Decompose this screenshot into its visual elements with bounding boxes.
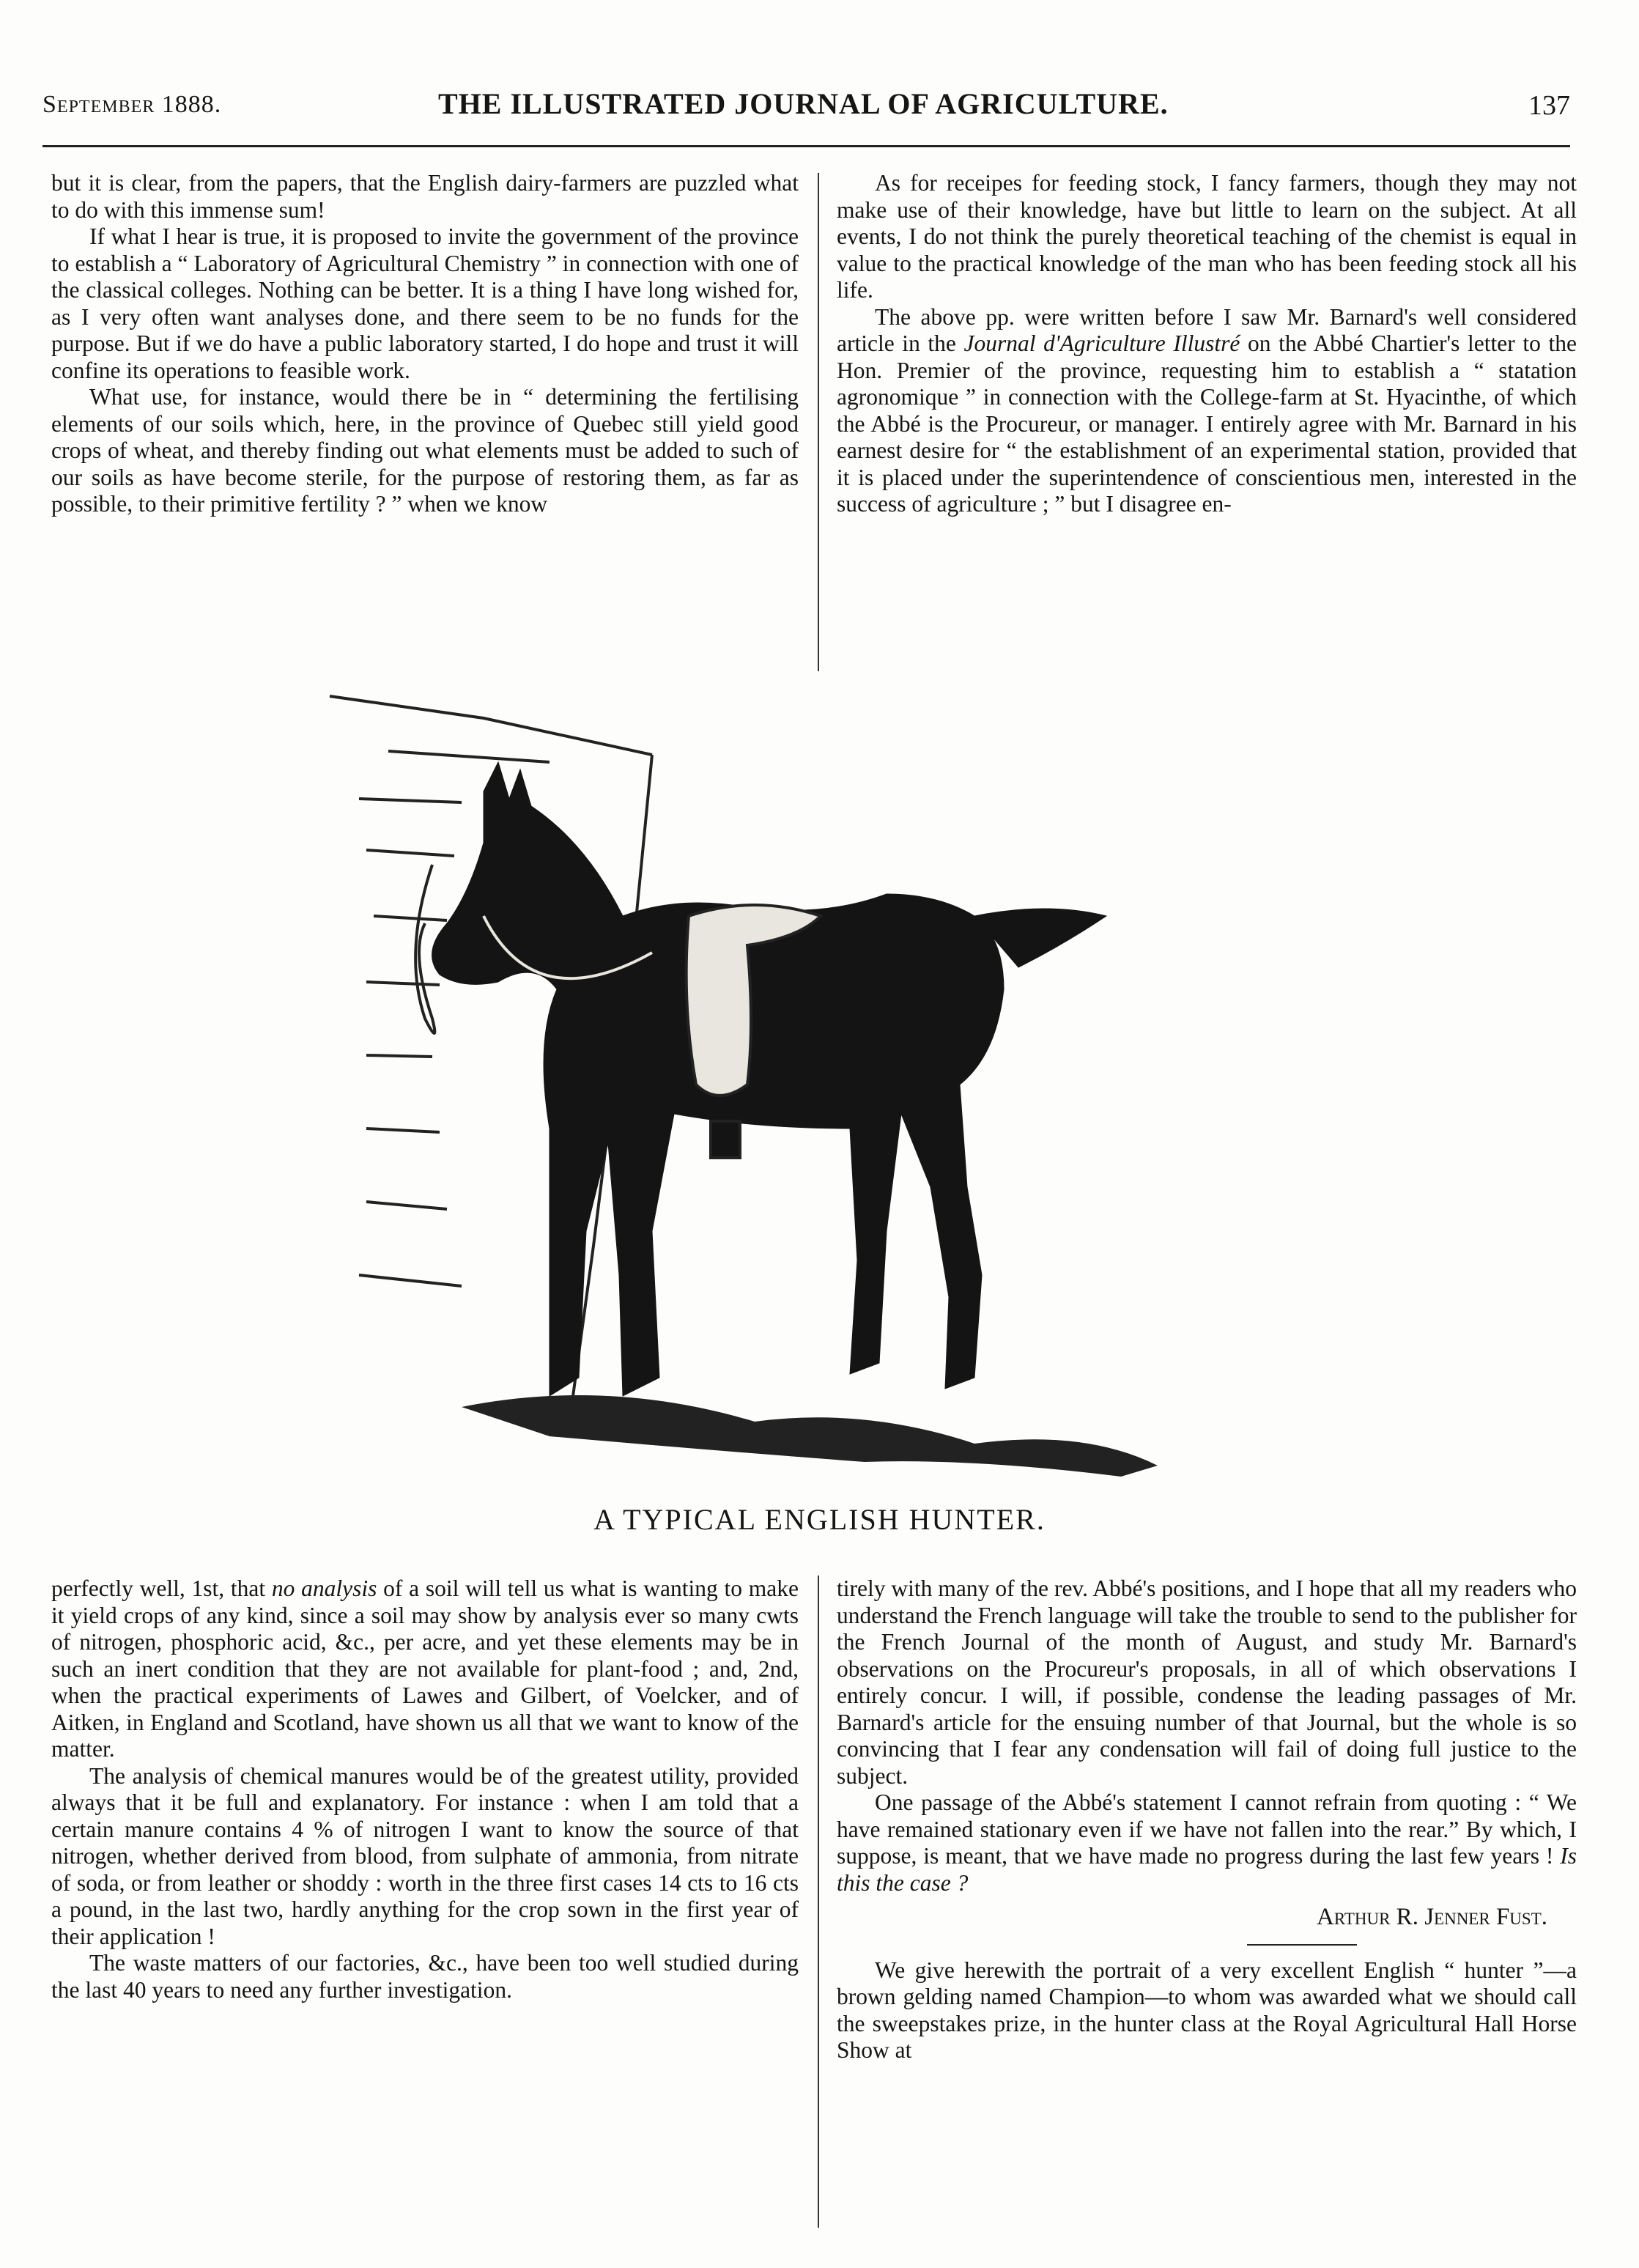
column-top-right	[837, 170, 1577, 518]
column-divider-bottom	[818, 1576, 819, 2228]
paragraph: If what I hear is true, it is proposed to invite the government of the province to establish a “ Laboratory of Agricultural Chemistry ” in connection with one of the classical colleges. Nothing can be better. It is a thing I have long wished for, as I very often want analyses done, and there seem to be no funds for the purpose. But if we do have a public laboratory started, I do hope and trust it will confine its operations to feasible work.	[51, 224, 799, 383]
emphasis: no analysis	[271, 1576, 377, 1601]
journal-title: THE ILLUSTRATED JOURNAL OF AGRICULTURE.	[438, 87, 1169, 120]
paragraph: tirely with many of the rev. Abbé's positions, and I hope that all my readers who understand the French language will take the trouble to send to the publisher for the French Journal of the month of August, and study Mr. Barnard's observations on the Procureur's proposals, in all of which observations I entirely concur. I will, if possible, condense the leading passages of Mr. Barnard's article for the ensuing number of that Journal, but the whole is so convincing that I fear any condensation will fail of doing full justice to the subject.	[837, 1576, 1577, 1789]
author-signature: Arthur R. Jenner Fust.	[1317, 1904, 1547, 1930]
figure-caption: A TYPICAL ENGLISH HUNTER.	[593, 1503, 1046, 1536]
header-rule	[42, 145, 1570, 147]
paragraph: but it is clear, from the papers, that the English dairy-farmers are puzzled what to do with this immense sum!	[51, 170, 799, 223]
page-number: 137	[1528, 90, 1570, 121]
paragraph: What use, for instance, would there be in “ determining the fertilising elements of our soils which, here, in the province of Quebec still yield good crops of wheat, and thereby finding out what elements must be added to such of our soils as have become sterile, for the purpose of restoring them, as far as possible, to their primitive fertility ? ” when we know	[51, 384, 799, 517]
text-run: The above pp. were written before I saw Mr. Barnard's well considered article in the	[837, 303, 1577, 356]
section-rule	[1247, 1944, 1357, 1946]
paragraph: The waste matters of our factories, &c., have been too well studied during the last 40 years to need any further investigation.	[51, 1950, 799, 2003]
column-top-left	[51, 170, 799, 518]
issue-date: September 1888.	[42, 91, 222, 118]
emphasis: Is this the case ?	[837, 1843, 1577, 1896]
horse	[432, 762, 1106, 1396]
page-header	[42, 82, 1570, 126]
paragraph: As for receipes for feeding stock, I fancy farmers, though they may not make use of their knowledge, have but little to learn on the subject. At all events, I do not think the purely theoretical teaching of the chemist is equal in value to the practical knowledge of the man who has been feeding stock all his life.	[837, 170, 1577, 303]
paragraph	[837, 304, 1577, 518]
paragraph: The analysis of chemical manures would be of the greatest utility, provided always that it be full and explanatory. For instance : when I am told that a certain manure contains 4 % of nitrogen I want to know the source of that nitrogen, whether derived from blood, from sulphate of ammonia, from nitrate of soda, or from leather or shoddy : worth in the three first cases 14 cts to 16 cts a pound, in the last two, hardly anything for the crop sown in the first year of their application !	[51, 1762, 799, 1949]
journal-name: Journal d'Agriculture Illustré	[963, 330, 1240, 356]
horse-illustration	[242, 674, 1326, 1488]
ground	[462, 1395, 1158, 1477]
column-bottom-right	[837, 1576, 1577, 2064]
column-divider-top	[818, 173, 819, 671]
paragraph	[837, 1789, 1577, 1896]
column-bottom-left	[51, 1576, 799, 2003]
text-run: of a soil will tell us what is wanting to make it yield crops of any kind, since a soil may show by analysis ever so many cwts of nitrogen, phosphoric acid, &c., per acre, and yet these elements may be in such an inert condition that they are not available for plant-food ; and, 2nd, when the practical experiments of Lawes and Gilbert, of Voelcker, and of Aitken, in England and Scotland, have shown us all that we want to know of the matter.	[51, 1576, 799, 1762]
paragraph	[51, 1576, 799, 1763]
paragraph: We give herewith the portrait of a very excellent English “ hunter ”—a brown gelding named Champion—to whom was awarded what we should call the sweepstakes prize, in the hunter class at the Royal Agricultural Hall Horse Show at	[837, 1957, 1577, 2063]
text-run: One passage of the Abbé's statement I cannot refrain from quoting : “ We have remained stationary even if we have not fallen into the rear.” By which, I suppose, is meant, that we have made no progress during the last few years !	[837, 1789, 1577, 1869]
text-run: on the Abbé Chartier's letter to the Hon. Premier of the province, requesting him to establish a “ statation agronomique ” in connection with the College-farm at St. Hyacinthe, of which the Abbé is the Procureur, or manager. I entirely agree with Mr. Barnard in his earnest desire for “ the establishment of an experimental station, provided that it is placed under the superintendence of conscientious men, interested in the success of agriculture ; ” but I disagree en-	[837, 330, 1577, 517]
text-run: perfectly well, 1st, that	[51, 1576, 272, 1601]
